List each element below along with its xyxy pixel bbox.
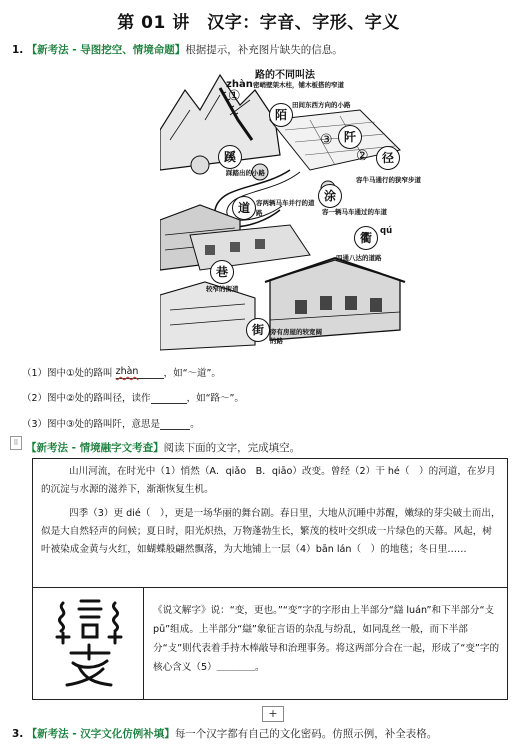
xi-desc: 踩踏出的小路 bbox=[226, 169, 265, 177]
qu-pinyin: qú bbox=[380, 226, 393, 236]
drag-handle-icon[interactable]: ⠿ bbox=[10, 436, 22, 450]
box-vertical-divider bbox=[143, 587, 144, 699]
jing-char: 径 bbox=[376, 146, 400, 170]
sub1-answer: zhàn bbox=[115, 366, 139, 377]
tu-desc: 容一辆马车通过的车道 bbox=[322, 208, 387, 216]
seal-script-bian-image bbox=[51, 597, 129, 689]
sub3-answer-blank[interactable] bbox=[160, 417, 190, 430]
jie-desc: 旁有房屋的较宽阔的路 bbox=[270, 328, 322, 345]
passage-paragraph-1: 山川河流，在时光中（1）悄然（A．qiǎo B．qiāo）改变。曾经（2）干 hé（ ）的河道，在岁月的沉淀与水源的滋养下，渐渐恢复生机。 bbox=[41, 466, 496, 495]
sub3-prefix: （3）图中③处的路叫阡，意思是 bbox=[22, 419, 161, 430]
question-tag: 【新考法 - 情境融字文考查】 bbox=[26, 442, 164, 454]
num-3-circle: ③ bbox=[320, 132, 333, 148]
qu-desc: 四通八达的道路 bbox=[336, 254, 382, 262]
illus-heading: 路的不同叫法 bbox=[255, 70, 315, 81]
zhan-pinyin: zhàn bbox=[226, 79, 253, 90]
qian-char: 阡 bbox=[338, 125, 362, 149]
qu-char: 衢 bbox=[354, 226, 378, 250]
tu-char: 涂 bbox=[318, 184, 342, 208]
sub-question-2 bbox=[22, 390, 244, 404]
jie-char: 街 bbox=[246, 318, 270, 342]
zhan-desc: 密峭壁架木柱，铺木板搭的窄道 bbox=[253, 81, 344, 89]
reading-passage-box bbox=[32, 458, 508, 700]
mo-desc: 田间东西方向的小路 bbox=[292, 101, 351, 109]
question-prompt: 根据提示，补充图片缺失的信息。 bbox=[185, 44, 343, 56]
sub1-suffix: ，如“～道”。 bbox=[163, 368, 221, 379]
sub3-suffix: 。 bbox=[190, 419, 200, 430]
xi-char: 蹊 bbox=[218, 145, 242, 169]
question-3-header bbox=[12, 726, 437, 741]
mo-char: 陌 bbox=[269, 103, 293, 127]
question-2-header bbox=[26, 440, 300, 455]
xiang-char: 巷 bbox=[210, 260, 234, 284]
add-row-button[interactable]: + bbox=[262, 706, 284, 722]
sub2-answer-blank[interactable] bbox=[151, 391, 187, 404]
question-prompt: 阅读下面的文字，完成填空。 bbox=[163, 442, 301, 454]
question-1-header bbox=[12, 42, 343, 57]
box-divider bbox=[33, 587, 507, 588]
sub-question-1 bbox=[22, 365, 221, 379]
sub1-prefix: （1）图中①处的路叫 bbox=[22, 368, 113, 379]
num-1-circle: ① bbox=[228, 88, 241, 104]
dao-char: 道 bbox=[232, 196, 256, 220]
sub1-answer-blank[interactable] bbox=[116, 366, 164, 379]
sub2-prefix: （2）图中②处的路叫径，读作 bbox=[22, 393, 151, 404]
question-tag: 【新考法 - 汉字文化仿例补填】 bbox=[26, 728, 175, 740]
page-title: 第 01 讲 汉字：字音、字形、字义 bbox=[117, 13, 400, 33]
sub2-suffix: ，如“路～”。 bbox=[186, 393, 244, 404]
question-tag: 【新考法 - 导图挖空、情境命题】 bbox=[26, 44, 186, 56]
xiang-desc: 较窄的街道 bbox=[206, 285, 239, 293]
passage-paragraph-2: 四季（3）更 dié（ ），更是一场华丽的舞台剧。春日里，大地从沉睡中苏醒，嫩绿的芽尖破土而出，似是大自然轻声的问候；夏日时，阳光炽热，万物蓬勃生长，繁茂的枝叶交织成一片绿色的天幕。风起，树叶被染成金黄与火红，如蝴蝶般翩然飘落，为大地铺上一层（4）bān lán（ ）的地毯；冬日里…… bbox=[41, 508, 501, 555]
question-number: 3. bbox=[12, 728, 24, 740]
question-number: 1. bbox=[12, 44, 24, 56]
num-2-circle: ② bbox=[356, 148, 369, 164]
sub-question-3 bbox=[22, 416, 200, 430]
jing-desc: 容牛马通行的狭窄步道 bbox=[356, 176, 421, 184]
shuowen-explanation: 《说文解字》说：“变，更也。”“变”字的字形由上半部分“䜌 luán”和下半部分“攴 pū”组成。上半部分“䜌”象征言语的杂乱与纷乱，如同乱丝一般，而下半部分“攴”则代表着手持木棒敲导和治理事务。将这两部分合在一起，形成了“变”字的核心含义（5）＿＿＿＿。 bbox=[153, 605, 500, 673]
question-prompt: 每一个汉字都有自己的文化密码。仿照示例，补全表格。 bbox=[174, 728, 438, 740]
dao-desc: 容两辆马车并行的道路 bbox=[256, 199, 315, 217]
